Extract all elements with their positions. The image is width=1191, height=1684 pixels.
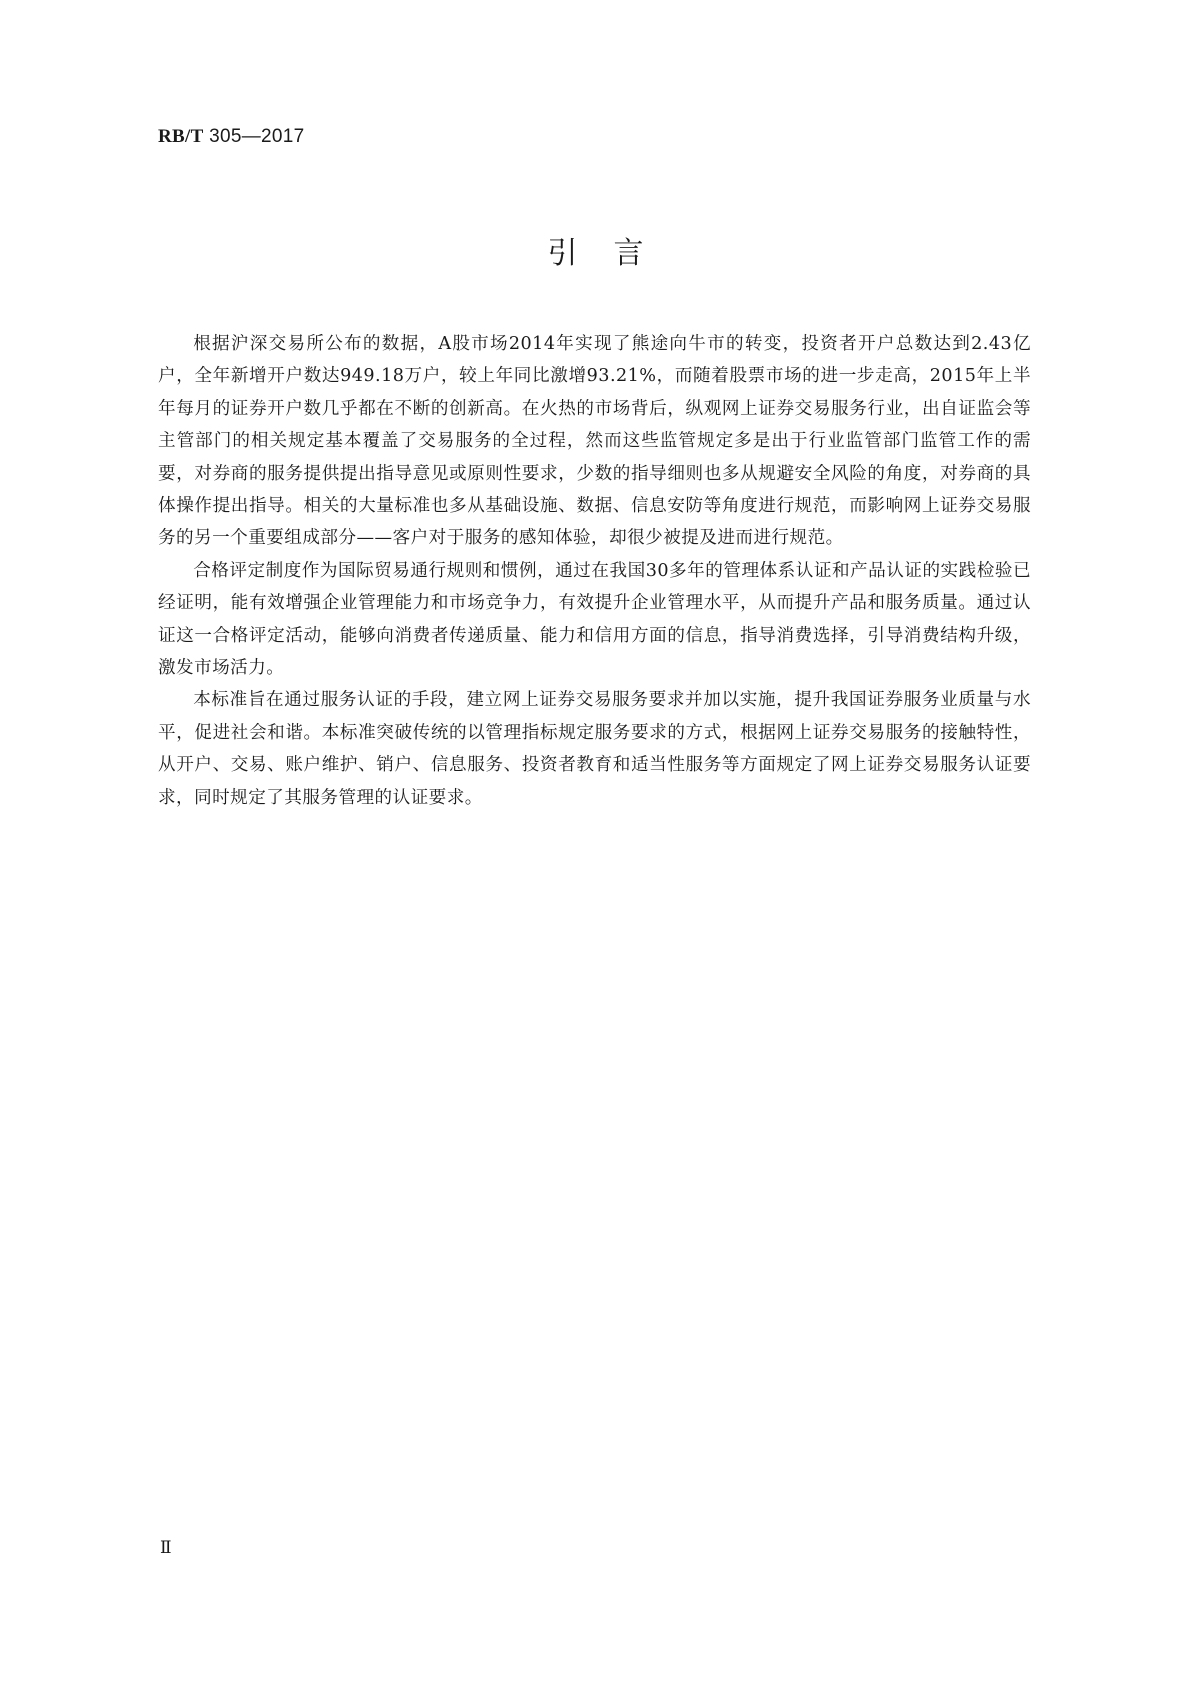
introduction-body — [158, 328, 1031, 814]
page-number: Ⅱ — [160, 1538, 172, 1557]
standard-code-number: 305—2017 — [203, 126, 305, 147]
paragraph-conformity-assessment: 合格评定制度作为国际贸易通行规则和惯例，通过在我国30多年的管理体系认证和产品认证的实践检验已经证明，能有效增强企业管理能力和市场竞争力，有效提升企业管理水平，从而提升产品和服务质量。通过认证这一合格评定活动，能够向消费者传递质量、能力和信用方面的信息，指导消费选择，引导消费结构升级，激发市场活力。 — [158, 560, 1031, 679]
standard-code-prefix: RB/T — [158, 126, 204, 147]
paragraph-standard-purpose: 本标准旨在通过服务认证的手段，建立网上证券交易服务要求并加以实施，提升我国证券服务业质量与水平，促进社会和谐。本标准突破传统的以管理指标规定服务要求的方式，根据网上证券交易服务的接触特性，从开户、交易、账户维护、销户、信息服务、投资者教育和适当性服务等方面规定了网上证券交易服务认证要求，同时规定了其服务管理的认证要求。 — [158, 690, 1031, 808]
standard-code — [158, 126, 305, 148]
paragraph-market-background: 根据沪深交易所公布的数据，A股市场2014年实现了熊途向牛市的转变，投资者开户总数达到2.43亿户，全年新增开户数达949.18万户，较上年同比激增93.21%，而随着股票市场的进一步走高，2015年上半年每月的证券开户数几乎都在不断的创新高。在火热的市场背后，纵观网上证券交易服务行业，出自证监会等主管部门的相关规定基本覆盖了交易服务的全过程，然而这些监管规定多是出于行业监管部门监管工作的需要，对券商的服务提供提出指导意见或原则性要求，少数的指导细则也多从规避安全风险的角度，对券商的具体操作提出指导。相关的大量标准也多从基础设施、数据、信息安防等角度进行规范，而影响网上证券交易服务的另一个重要组成部分——客户对于服务的感知体验，却很少被提及进而进行规范。 — [158, 334, 1031, 549]
page-title: 引言 — [547, 236, 680, 271]
